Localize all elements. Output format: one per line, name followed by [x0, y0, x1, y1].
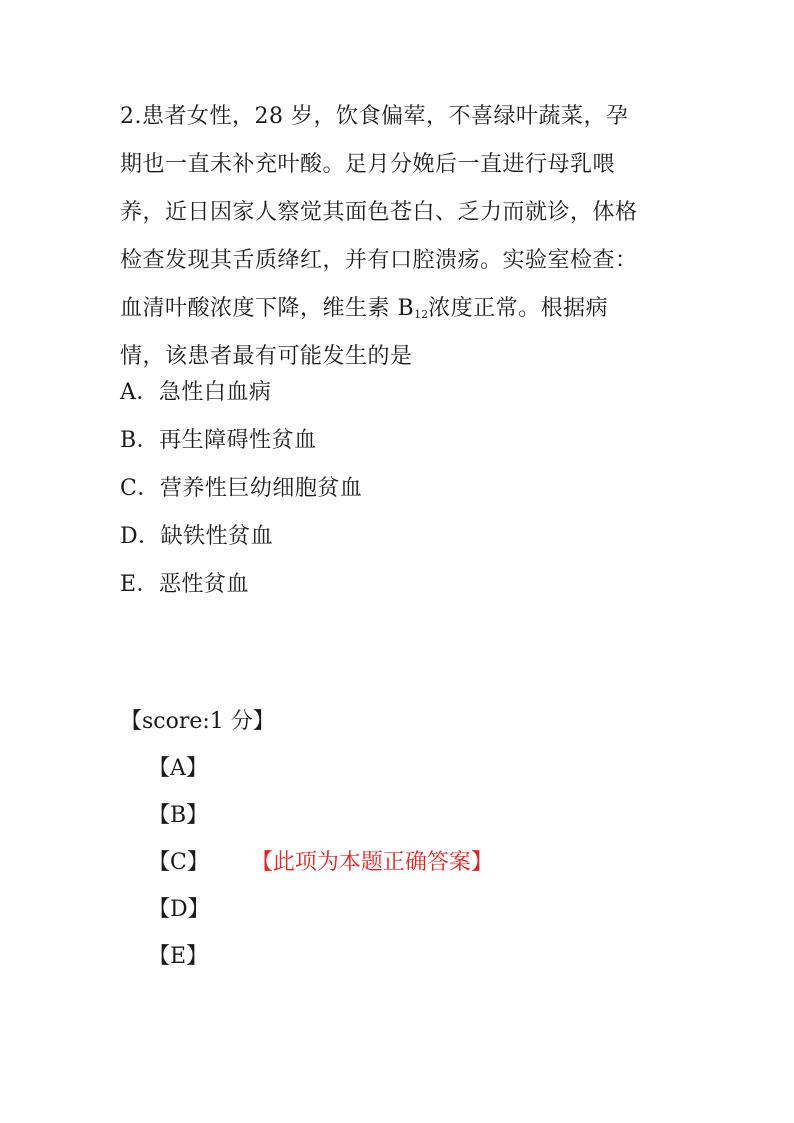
question-line: 2.患者女性，28 岁，饮食偏荤，不喜绿叶蔬菜，孕	[120, 104, 629, 129]
subscript-12: 12	[414, 308, 429, 321]
answer-key	[148, 745, 493, 980]
answer-row-e	[148, 933, 493, 980]
answer-options	[120, 369, 362, 609]
answer-row-c	[148, 839, 493, 886]
question-stem	[120, 93, 680, 381]
answer-label: 【D】	[148, 897, 210, 922]
option-e: E．恶性贫血	[120, 572, 250, 597]
question-text: 血清叶酸浓度下降，维生素 B	[120, 296, 415, 321]
answer-row-b	[148, 792, 493, 839]
answer-label: 【A】	[148, 756, 208, 781]
option-b: B．再生障碍性贫血	[120, 428, 317, 453]
answer-label: 【E】	[148, 944, 209, 969]
answer-label: 【C】	[148, 850, 209, 875]
question-text: 浓度正常。根据病	[428, 296, 609, 321]
answer-row-d	[148, 886, 493, 933]
question-line: 情，该患者最有可能发生的是	[120, 344, 413, 369]
answer-label: 【B】	[148, 803, 209, 828]
option-a: A．急性白血病	[120, 380, 272, 405]
correct-answer-marker: 【此项为本题正确答案】	[250, 850, 493, 875]
question-line: 养，近日因家人察觉其面色苍白、乏力而就诊，体格	[120, 200, 638, 225]
option-c: C．营养性巨幼细胞贫血	[120, 476, 363, 501]
option-d: D．缺铁性贫血	[120, 524, 274, 549]
question-line: 检查发现其舌质绛红，并有口腔溃疡。实验室检查：	[120, 248, 638, 273]
answer-row-a	[148, 745, 493, 792]
question-line	[120, 285, 680, 333]
question-line: 期也一直未补充叶酸。足月分娩后一直进行母乳喂	[120, 152, 616, 177]
score-label: 【score:1 分】	[120, 709, 275, 734]
